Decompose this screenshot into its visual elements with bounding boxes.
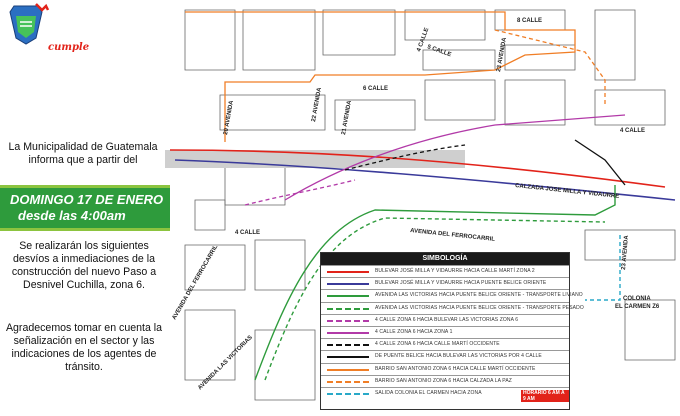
label-23-avenida-right: 23 AVENIDA [621,235,631,271]
label-5-calle: 5 CALLE [426,44,452,59]
legend-text: BARRIO SAN ANTONIO ZONA 6 HACIA CALLE MARTÍ OCCIDENTE [375,365,536,372]
legend [320,252,584,410]
label-el-carmen: EL CARMEN Z6 [615,304,660,310]
legend-item [321,338,569,350]
legend-item [321,289,583,301]
legend-item [321,277,569,289]
legend-text: 4 CALLE ZONA 6 HACIA CALLE MARTÍ OCCIDENTE [375,341,500,348]
legend-swatch [327,369,369,371]
legend-swatch [327,381,369,383]
legend-swatch [327,356,369,358]
legend-text: BULEVAR JOSÉ MILLA Y VIDAURRE HACIA CALLE MARTÍ ZONA 2 [375,268,535,274]
legend-text: BULEVAR JOSÉ MILLA Y VIDAURRE HACIA PUENTE BELICE ORIENTE [375,280,547,287]
date-banner [0,185,170,231]
legend-text: AVENIDA LAS VICTORIAS HACIA PUENTE BELICE ORIENTE - TRANSPORTE LIVIANO [375,292,583,299]
legend-item [321,387,569,402]
label-23-avenida: 23 AVENIDA [496,37,508,73]
legend-text: 4 CALLE ZONA 6 HACIA BULEVAR LAS VICTORIAS ZONA 6 [375,316,519,323]
legend-item [321,302,584,314]
legend-rows [321,265,584,402]
legend-swatch [327,308,369,310]
legend-swatch [327,271,369,273]
banner-date: DOMINGO 17 DE ENERO [10,192,164,207]
route-cyan-dashed [585,235,620,300]
route-orange-dashed [495,30,605,105]
legend-swatch [327,283,369,285]
label-colonia: COLONIA [623,296,651,302]
logo-tagline: cumple [48,42,90,53]
municipal-logo [6,2,90,53]
legend-swatch [327,295,369,297]
label-4-calle-top: 4 CALLE [416,27,431,53]
label-calzada: CALZADA JOSE MILLA Y VIDAURRE [514,183,620,200]
legend-item [321,326,569,338]
legend-item [321,375,569,387]
legend-text: AVENIDA LAS VICTORIAS HACIA PUENTE BELICE ORIENTE - TRANSPORTE PESADO [375,304,584,311]
legend-text: SALIDA COLONIA EL CARMEN HACIA ZONA [375,389,482,396]
info-panel [0,0,165,411]
label-20-avenida: 20 AVENIDA [223,100,235,136]
intro-text: La Municipalidad de Guatemala informa que a partir del [8,141,158,166]
legend-swatch [327,332,369,334]
label-4-calle-right: 4 CALLE [620,128,646,134]
banner-time: desde las 4:00am [18,208,126,223]
label-21-avenida: 21 AVENIDA [341,100,353,136]
legend-text: BARRIO SAN ANTONIO ZONA 6 HACIA CALZADA LA PAZ [375,377,512,384]
legend-swatch [327,320,369,322]
legend-swatch [327,344,369,346]
legend-text: DE PUENTE BELICE HACIA BULEVAR LAS VICTORIAS POR 4 CALLE [375,353,542,360]
route-orange [185,12,575,142]
legend-badge: HORARIO 6 AM A 9 AM [521,390,569,402]
label-las-victorias: AVENIDA LAS VICTORIAS [197,334,254,392]
legend-item [321,363,569,375]
legend-title: SIMBOLOGÍA [321,253,569,265]
label-ferrocarril-left: AVENIDA DEL FERROCARRIL [171,244,220,321]
detour-description: Se realizarán los siguientes desvíos a inmediaciones de la construcción del nuevo Paso a Desnivel Cuchilla, zona 6. [11,240,157,291]
label-22-avenida: 22 AVENIDA [311,87,323,123]
legend-item [321,265,569,277]
label-6-calle: 6 CALLE [363,86,389,92]
label-ferrocarril: AVENIDA DEL FERROCARRIL [409,228,496,243]
label-8-calle: 8 CALLE [517,18,543,24]
legend-text: 4 CALLE ZONA 6 HACIA ZONA 1 [375,328,453,335]
legend-item [321,350,569,362]
route-purple-dashed [245,180,355,205]
legend-item [321,314,569,326]
label-4-calle-left: 4 CALLE [235,230,261,236]
legend-swatch [327,393,369,395]
thanks-text: Agradecemos tomar en cuenta la señalización en el sector y las indicaciones de los agentes de tránsito. [5,322,163,373]
